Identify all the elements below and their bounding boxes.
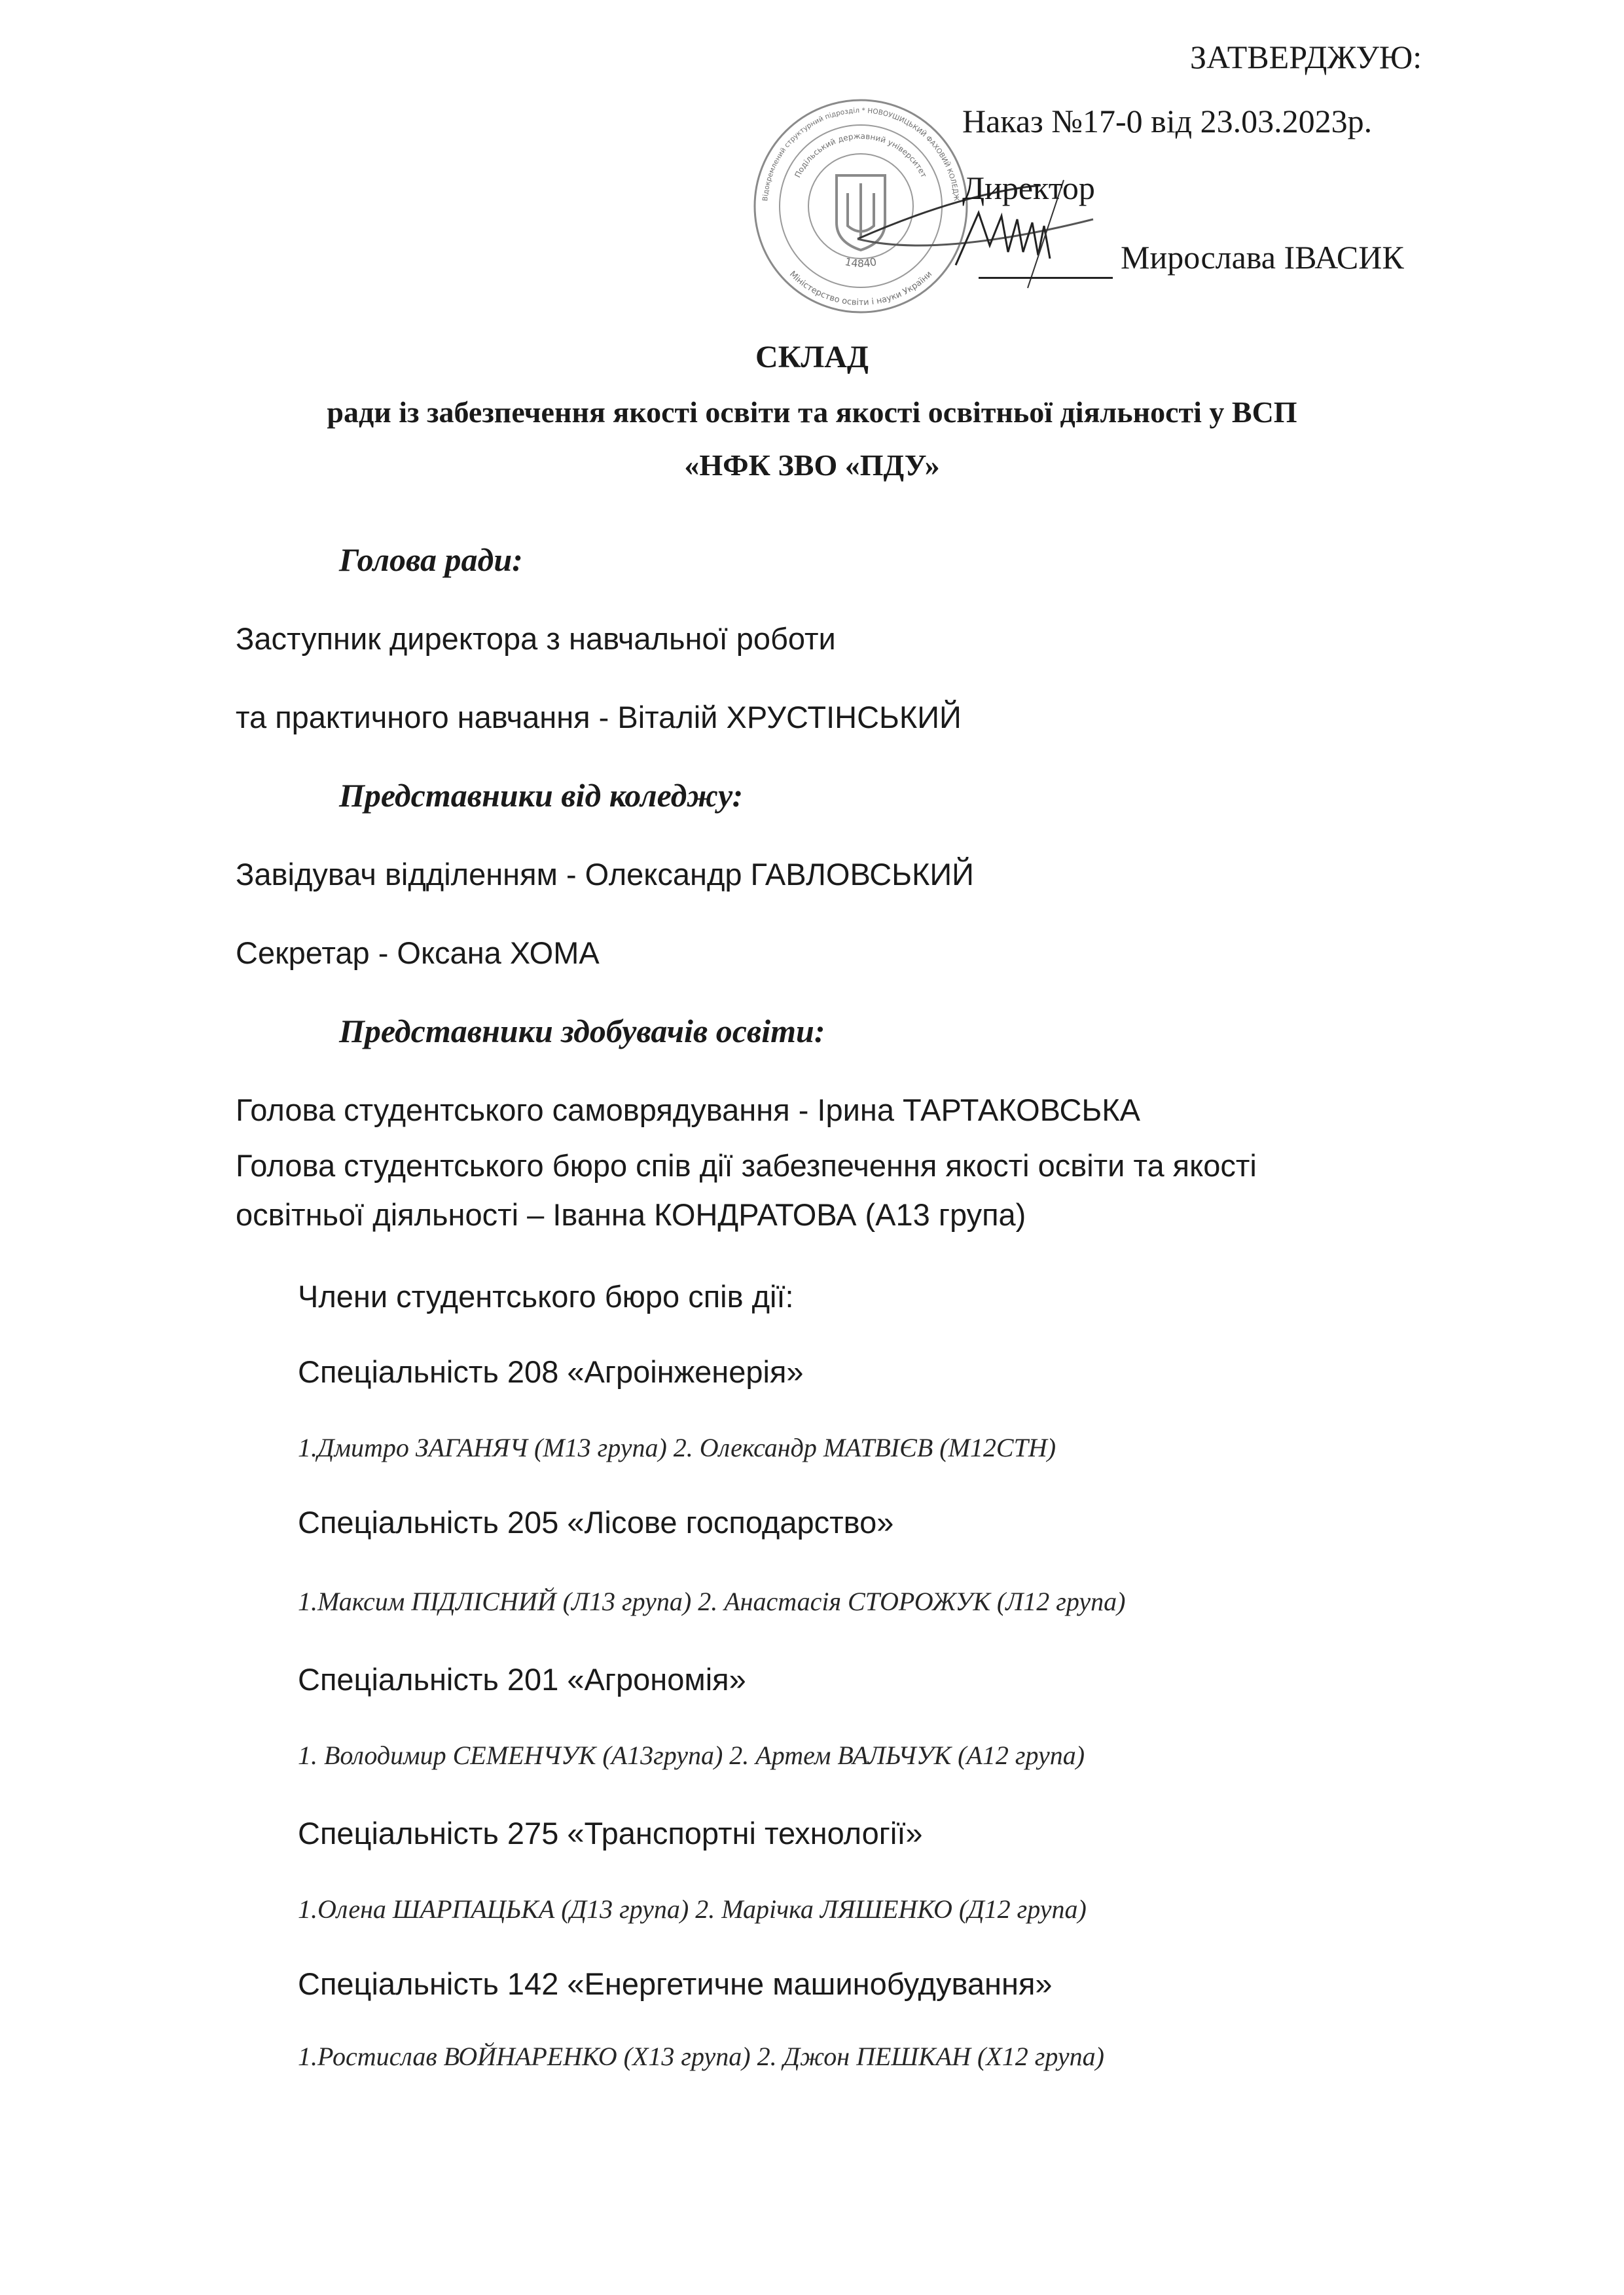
section-heading-students: Представники здобувачів освіти: [339, 1013, 825, 1049]
signature-line [979, 277, 1113, 279]
stamp-outer-text: Відокремлений структурний підрозділ * НОВОУШИЦЬКИЙ ФАХОВИЙ КОЛЕДЖ [761, 107, 960, 202]
college-member: Секретар - Оксана ХОМА [236, 935, 600, 970]
specialty-members: 1.Максим ПІДЛІСНИЙ (Л13 група) 2. Анастасія СТОРОЖУК (Л12 група) [298, 1587, 1126, 1616]
specialty-title: Спеціальність 275 «Транспортні технології» [298, 1816, 923, 1851]
section-heading-college: Представники від коледжу: [339, 777, 744, 814]
specialty-members: 1.Олена ШАРПАЦЬКА (Д13 група) 2. Марічка ЛЯШЕНКО (Д12 група) [298, 1894, 1087, 1924]
chair-line: Заступник директора з навчальної роботи [236, 621, 836, 656]
specialty-title: Спеціальність 205 «Лісове господарство» [298, 1505, 894, 1540]
college-member: Завідувач відділенням - Олександр ГАВЛОВСЬКИЙ [236, 857, 974, 892]
signatory-name: Мирослава ІВАСИК [1121, 239, 1404, 276]
stamp-inner-text: Подільський державний університет [793, 131, 929, 179]
order-reference: Наказ №17-0 від 23.03.2023р. [962, 103, 1373, 139]
signatory-position: Директор [962, 170, 1095, 206]
specialty-title: Спеціальність 142 «Енергетичне машинобудування» [298, 1966, 1053, 2001]
specialty-members: 1.Ростислав ВОЙНАРЕНКО (Х13 група) 2. Джон ПЕШКАН (Х12 група) [298, 2042, 1104, 2071]
document-subtitle-org: «НФК ЗВО «ПДУ» [684, 448, 940, 482]
bureau-members-heading: Члени студентського бюро спів дії: [298, 1279, 794, 1314]
chair-line: та практичного навчання - Віталій ХРУСТІНСЬКИЙ [236, 700, 962, 734]
specialty-title: Спеціальність 201 «Агрономія» [298, 1662, 746, 1697]
student-bureau-head: Голова студентського бюро спів дії забезпечення якості освіти та якості [236, 1148, 1257, 1183]
student-government-head: Голова студентського самоврядування - Ірина ТАРТАКОВСЬКА [236, 1093, 1140, 1127]
approve-label: ЗАТВЕРДЖУЮ: [1190, 39, 1422, 75]
section-heading-chair: Голова ради: [339, 541, 523, 578]
stamp-ministry-text: Міністерство освіти і науки України [787, 269, 935, 308]
specialty-members: 1.Дмитро ЗАГАНЯЧ (М13 група) 2. Олександр МАТВІЄВ (М12СТН) [298, 1433, 1056, 1462]
specialty-members: 1. Володимир СЕМЕНЧУК (А13група) 2. Артем ВАЛЬЧУК (А12 група) [298, 1741, 1085, 1770]
specialty-title: Спеціальність 208 «Агроінженерія» [298, 1354, 804, 1389]
student-bureau-head: освітньої діяльності – Іванна КОНДРАТОВА (А13 група) [236, 1197, 1026, 1232]
stamp-code: 14840 [843, 255, 878, 270]
document-title: СКЛАД [755, 340, 869, 374]
document-subtitle: ради із забезпечення якості освіти та якості освітньої діяльності у ВСП [327, 395, 1297, 429]
